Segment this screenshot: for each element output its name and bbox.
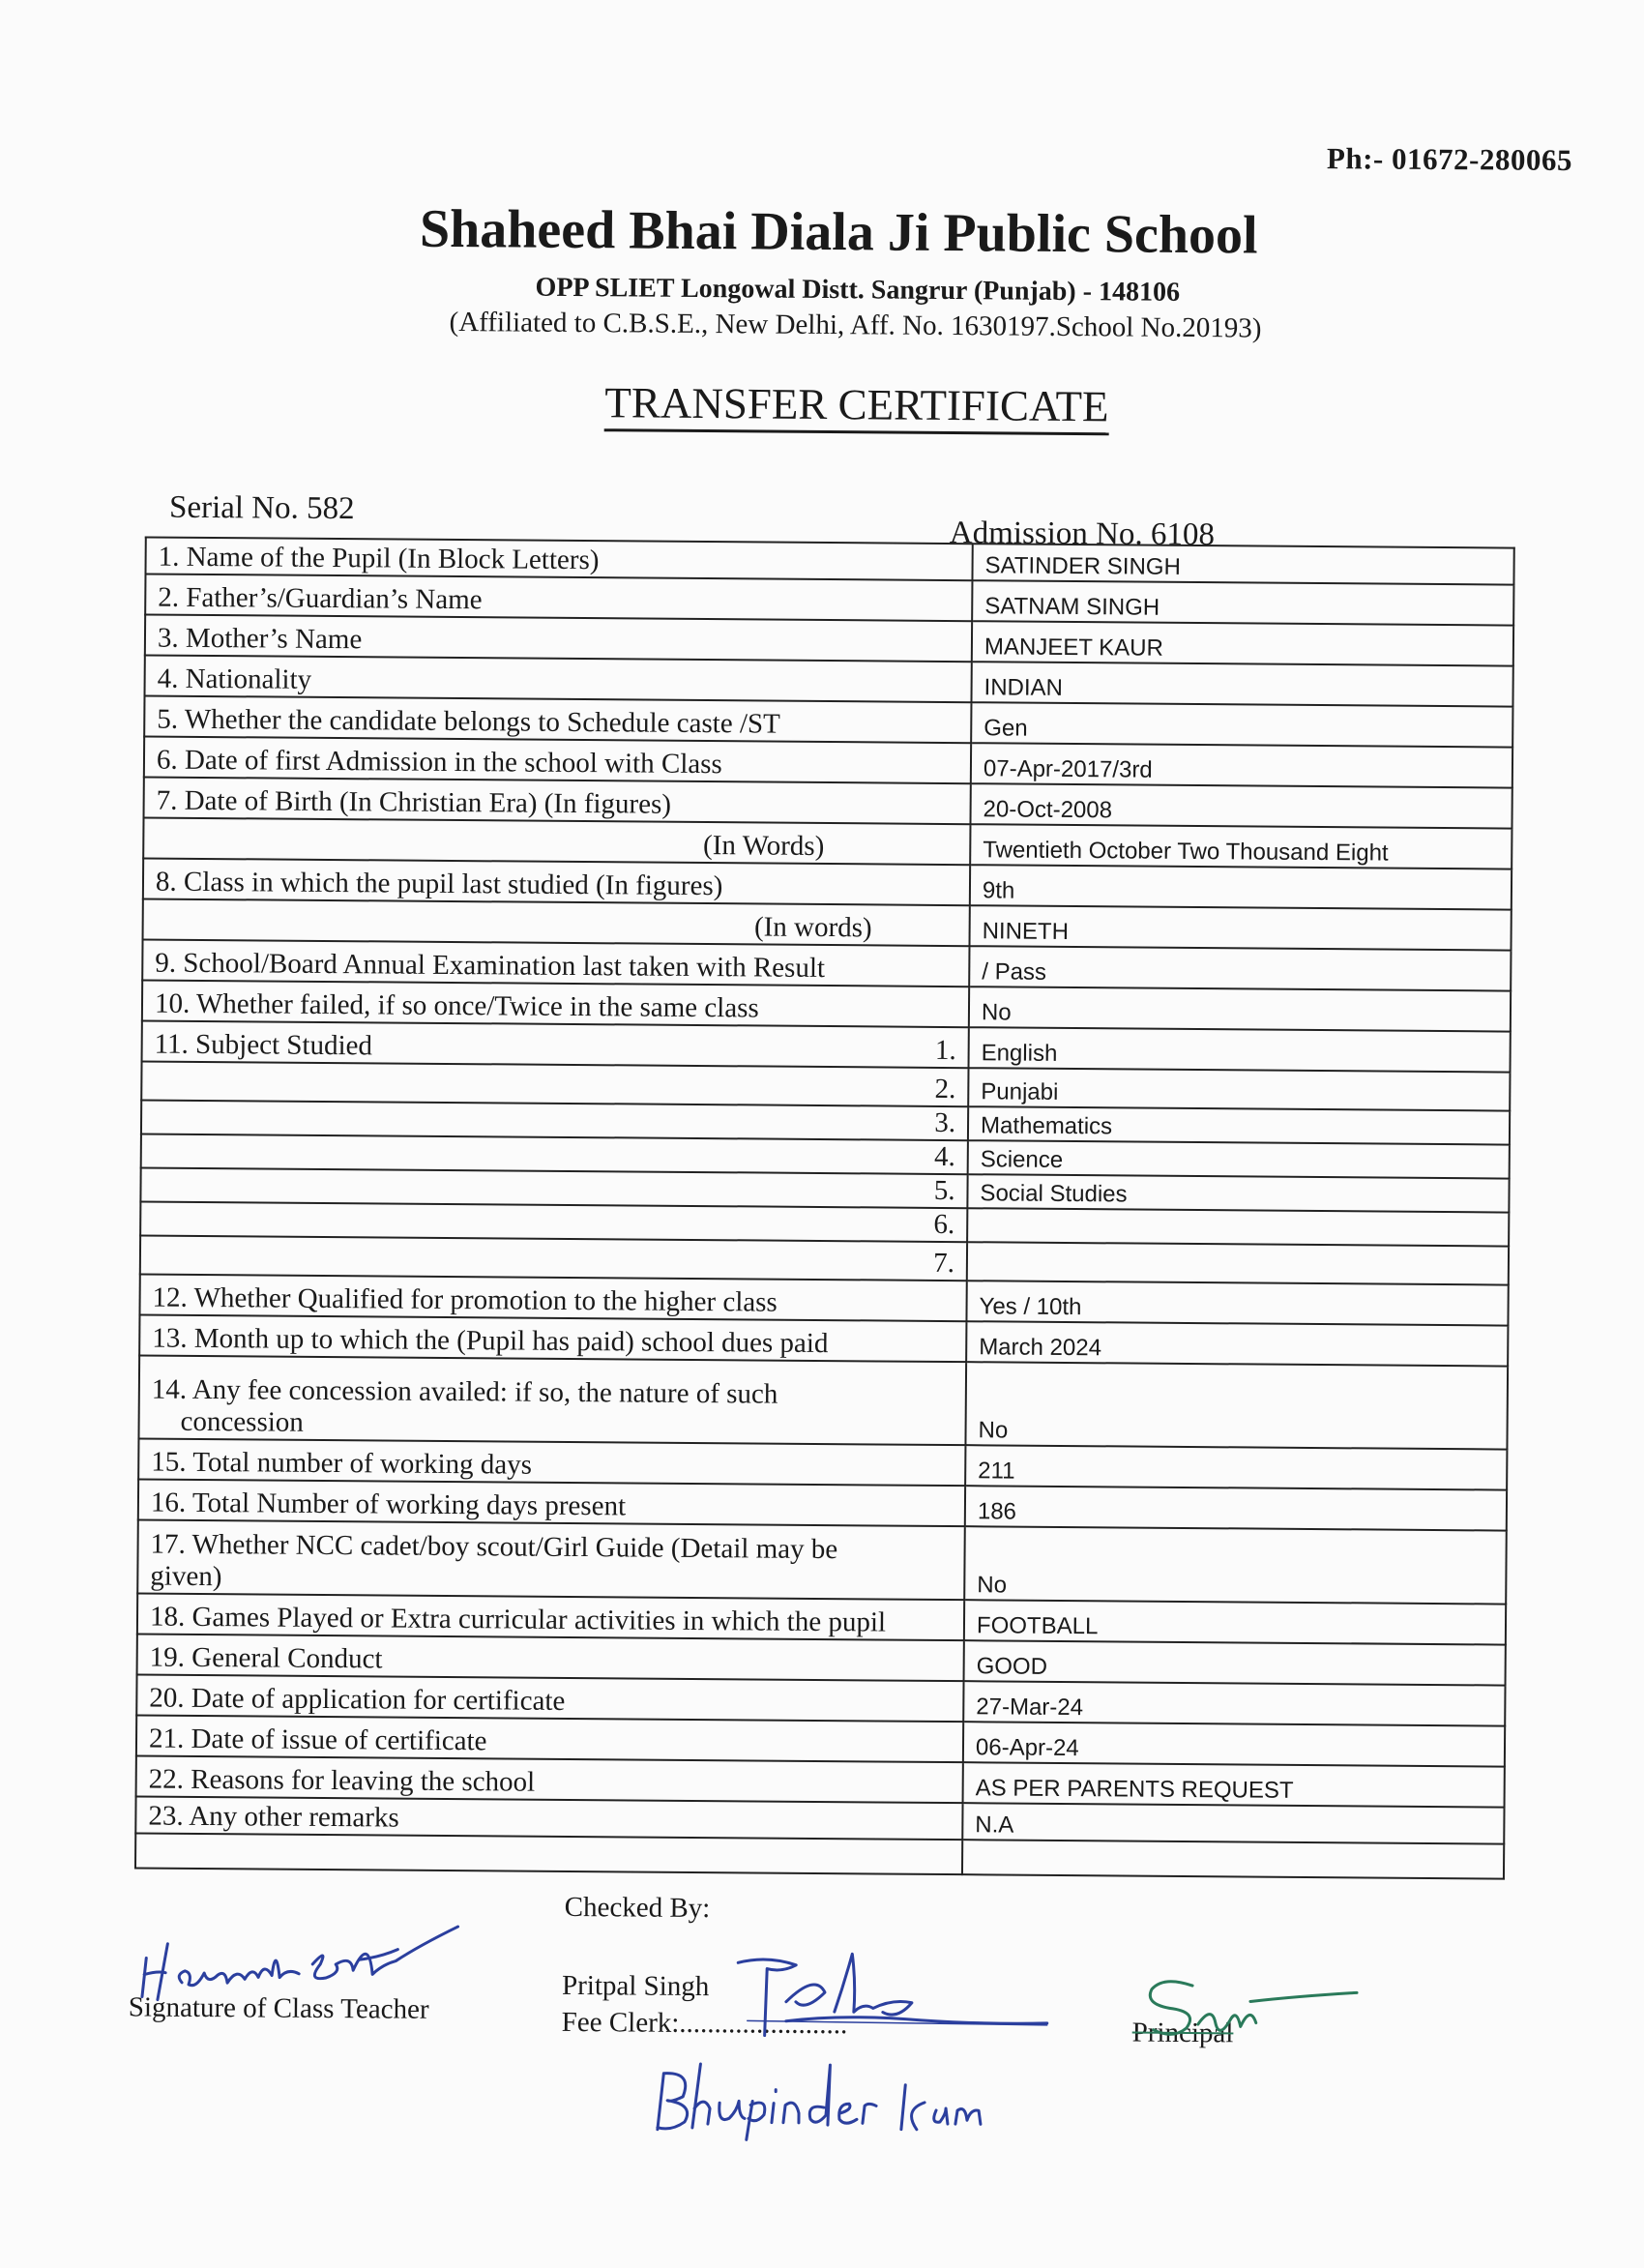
row-label-line1: 14. Any fee concession availed: if so, the nature of such — [151, 1373, 778, 1410]
subjects-label: 11. Subject Studied — [154, 1028, 373, 1062]
document-title — [6, 372, 1644, 435]
row-label: 21. Date of issue of certificate — [136, 1715, 963, 1762]
row-value: 06-Apr-24 — [963, 1722, 1505, 1766]
affiliation-line: (Affiliated to C.B.S.E., New Delhi, Aff. No. 1630197.School No.20193) — [449, 306, 1262, 344]
row-label-line1: 17. Whether NCC cadet/boy scout/Girl Guide (Detail may be — [150, 1528, 838, 1566]
subject-cell — [140, 1235, 967, 1281]
subject-cell — [142, 1020, 969, 1068]
row-value: NINETH — [970, 905, 1512, 950]
row-value: 27-Mar-24 — [963, 1681, 1505, 1725]
row-value: N.A — [962, 1803, 1504, 1843]
row-value: 186 — [965, 1486, 1507, 1530]
row-value: 20-Oct-2008 — [970, 783, 1512, 828]
principal-signature — [1104, 1965, 1376, 2064]
row-label — [143, 817, 970, 865]
row-value: No — [969, 987, 1511, 1031]
row-value: 211 — [965, 1445, 1507, 1489]
row-value: GOOD — [964, 1640, 1506, 1685]
row-label: 7. Date of Birth (In Christian Era) (In figures) — [144, 777, 971, 824]
row-value: Gen — [971, 702, 1512, 747]
title-text: TRANSFER CERTIFICATE — [604, 378, 1109, 435]
fee-clerk-label: Fee Clerk:........................ — [561, 2006, 848, 2041]
row-value: 07-Apr-2017/3rd — [971, 743, 1512, 787]
row-label: 20. Date of application for certificate — [136, 1674, 963, 1722]
row-label: 13. Month up to which the (Pupil has paid) school dues paid — [139, 1314, 966, 1362]
row-label: 3. Mother’s Name — [145, 614, 972, 662]
row-label-line2: given) — [150, 1560, 222, 1593]
subject-name: Mathematics — [968, 1106, 1510, 1144]
row-label: 8. Class in which the pupil last studied (In figures) — [143, 858, 970, 905]
subject-number: 5. — [933, 1174, 955, 1207]
words-label: (In words) — [753, 911, 872, 944]
subject-cell — [141, 1061, 968, 1106]
principal-label: Principal — [1131, 2017, 1234, 2049]
subject-name: Social Studies — [967, 1174, 1509, 1212]
row-value: SATNAM SINGH — [972, 580, 1513, 625]
phone-number: Ph:- 01672-280065 — [1326, 141, 1573, 178]
subject-number: 4. — [933, 1140, 955, 1173]
serial-number: Serial No. 582 — [168, 489, 355, 527]
row-label — [143, 898, 970, 946]
row-value: Twentieth October Two Thousand Eight — [970, 824, 1512, 869]
row-label: 9. School/Board Annual Examination last taken with Result — [142, 939, 969, 987]
row-label: 4. Nationality — [145, 655, 972, 702]
table-row — [138, 1355, 1508, 1449]
row-label: 19. General Conduct — [137, 1634, 964, 1681]
checked-by-label: Checked By: — [564, 1891, 711, 1925]
row-label — [137, 1519, 965, 1600]
row-label: 12. Whether Qualified for promotion to the higher class — [139, 1274, 966, 1321]
row-label: 1. Name of the Pupil (In Block Letters) — [145, 537, 972, 580]
table-row — [137, 1519, 1507, 1604]
row-value: No — [964, 1526, 1507, 1604]
row-value: March 2024 — [966, 1321, 1508, 1366]
row-label — [138, 1355, 966, 1445]
row-label: 18. Games Played or Extra curricular activities in which the pupil — [137, 1593, 964, 1640]
row-value: INDIAN — [971, 662, 1512, 706]
fee-clerk-name: Pritpal Singh — [561, 1969, 710, 2003]
row-label: 15. Total number of working days — [138, 1438, 965, 1486]
row-value: SATINDER SINGH — [972, 544, 1513, 584]
row-value: No — [965, 1362, 1508, 1449]
row-label-line2: concession — [180, 1405, 304, 1438]
row-value: / Pass — [969, 946, 1511, 990]
row-label: 22. Reasons for leaving the school — [136, 1755, 963, 1803]
subject-name: Science — [968, 1140, 1510, 1178]
row-label: 16. Total Number of working days present — [138, 1479, 965, 1526]
subject-name — [967, 1208, 1509, 1246]
subject-number: 7. — [933, 1247, 955, 1280]
subject-name: English — [969, 1027, 1511, 1072]
row-value: 9th — [970, 865, 1512, 909]
subject-name — [967, 1242, 1509, 1284]
class-teacher-signature-label: Signature of Class Teacher — [128, 1991, 429, 2025]
row-label: 2. Father’s/Guardian’s Name — [145, 574, 972, 621]
subject-number: 2. — [934, 1073, 956, 1105]
class-teacher-signature — [129, 1904, 478, 2014]
row-value: AS PER PARENTS REQUEST — [963, 1762, 1505, 1807]
handwritten-name — [650, 2054, 999, 2144]
row-value: FOOTBALL — [964, 1600, 1506, 1644]
school-name: Shaheed Bhai Diala Ji Public School — [419, 198, 1258, 266]
row-label: 6. Date of first Admission in the school with Class — [144, 736, 971, 783]
subject-number: 3. — [934, 1106, 956, 1139]
school-address: OPP SLIET Longowal Distt. Sangrur (Punjab) - 148106 — [535, 272, 1181, 308]
words-label: (In Words) — [702, 830, 825, 863]
admission-number: Admission No. 6108 — [949, 515, 1216, 553]
fee-clerk-signature — [727, 1943, 1057, 2062]
row-value: MANJEET KAUR — [972, 621, 1513, 665]
row-value: Yes / 10th — [966, 1281, 1508, 1325]
row-label: 23. Any other remarks — [135, 1796, 962, 1840]
row-label: 10. Whether failed, if so once/Twice in the same class — [142, 980, 969, 1027]
row-label: 5. Whether the candidate belongs to Schedule caste /ST — [144, 695, 971, 743]
certificate-table — [134, 536, 1515, 1879]
subject-name: Punjabi — [968, 1068, 1510, 1110]
subject-number: 1. — [934, 1034, 956, 1067]
subject-number: 6. — [933, 1208, 955, 1241]
